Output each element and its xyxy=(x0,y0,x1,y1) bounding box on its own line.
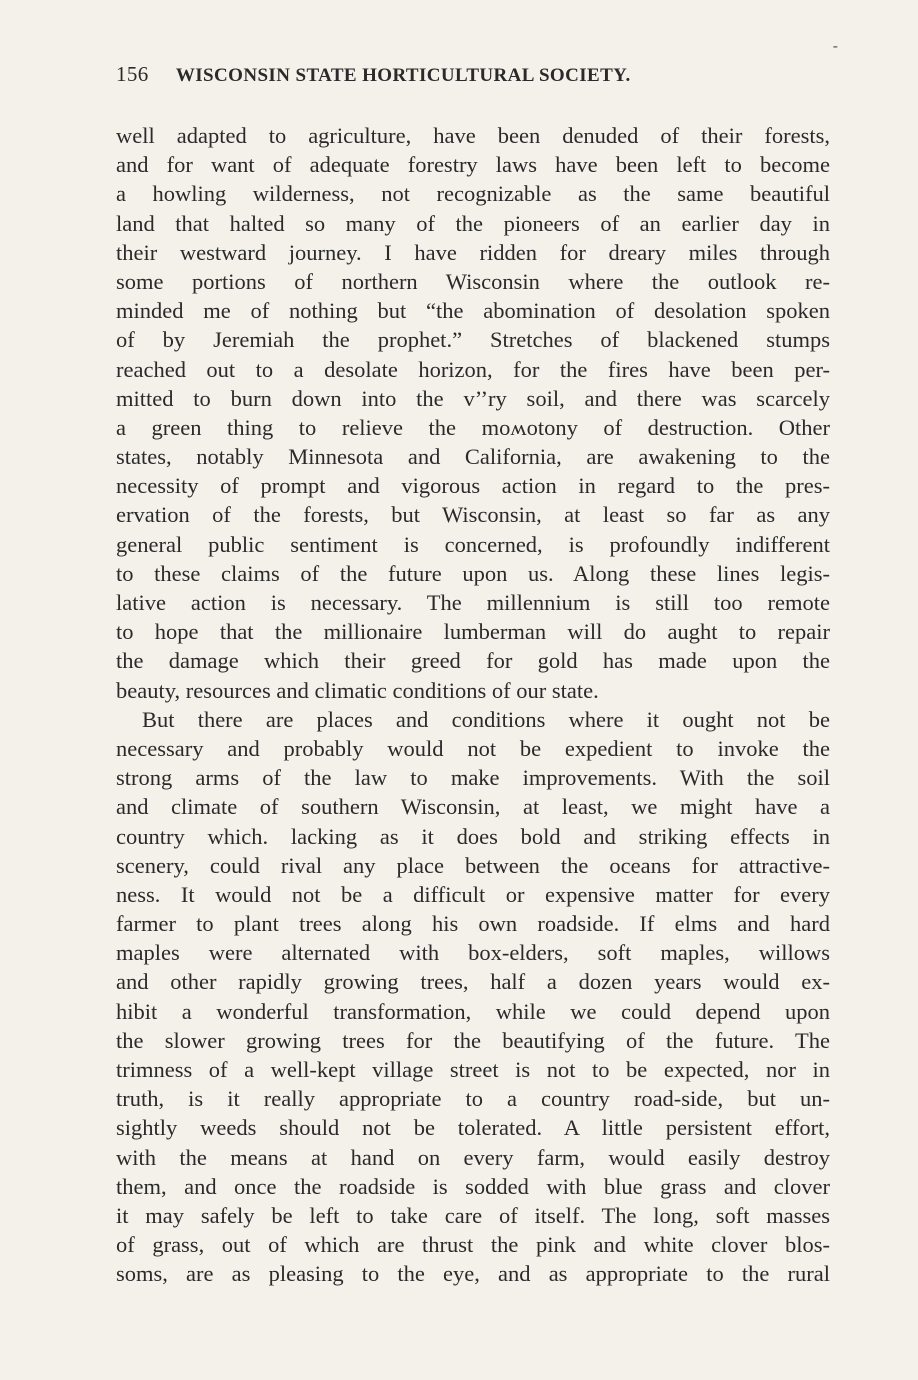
text-line: lative action is necessary. The millennium is still too remote xyxy=(116,590,830,615)
text-line: some portions of northern Wisconsin where the outlook re- xyxy=(116,268,830,294)
text-line: and climate of southern Wisconsin, at least, we might have a xyxy=(116,794,830,820)
text-line: sightly weeds should not be tolerated. A little persistent effort, xyxy=(116,1115,830,1141)
text-line: maples were alternated with box-elders, soft maples, willows xyxy=(116,940,830,966)
text-line: a howling wilderness, not recognizable as the same beautiful xyxy=(116,181,830,207)
text-line: truth, is it really appropriate to a country road-side, but un- xyxy=(116,1086,830,1112)
running-title: WISCONSIN STATE HORTICULTURAL SOCIETY. xyxy=(175,65,631,86)
text-line: the slower growing trees for the beautifying of the future. The xyxy=(116,1027,830,1053)
text-line: land that halted so many of the pioneers of an earlier day in xyxy=(116,210,830,236)
text-line: ness. It would not be a difficult or expensive matter for every xyxy=(116,881,830,907)
text-line: them, and once the roadside is sodded with blue grass and clover xyxy=(116,1173,830,1199)
text-line: soms, are as pleasing to the eye, and as appropriate to the rural xyxy=(116,1261,830,1287)
page-number: 156 xyxy=(116,62,149,86)
corner-mark: - xyxy=(832,36,838,55)
text-line: and for want of adequate forestry laws have been left to become xyxy=(116,152,830,178)
text-line: farmer to plant trees along his own roadside. If elms and hard xyxy=(116,911,830,937)
text-line: states, notably Minnesota and California, are awakening to the xyxy=(116,444,830,470)
text-line: and other rapidly growing trees, half a dozen years would ex- xyxy=(116,969,830,995)
text-line: ervation of the forests, but Wisconsin, at least so far as any xyxy=(116,502,830,528)
text-line: mitted to burn down into the v’’ry soil, and there was scarcely xyxy=(116,385,830,411)
text-line: hibit a wonderful transformation, while we could depend upon xyxy=(116,998,830,1024)
running-head xyxy=(116,62,806,87)
text-line: necessary and probably would not be expedient to invoke the xyxy=(116,735,830,761)
text-line: country which. lacking as it does bold and striking effects in xyxy=(116,823,830,849)
text-line: a green thing to relieve the moʍotony of destruction. Other xyxy=(116,414,830,440)
text-line: trimness of a well-kept village street is not to be expected, nor in xyxy=(116,1057,830,1082)
paragraph-1 xyxy=(116,121,830,705)
text-line: minded me of nothing but “the abomination of desolation spoken xyxy=(116,298,830,324)
text-line: to hope that the millionaire lumberman will do aught to repair xyxy=(116,619,830,645)
text-line: reached out to a desolate horizon, for the fires have been per- xyxy=(116,356,830,382)
text-line: scenery, could rival any place between the oceans for attractive- xyxy=(116,852,830,878)
text-line: well adapted to agriculture, have been denuded of their forests, xyxy=(116,123,830,148)
text-line: their westward journey. I have ridden for dreary miles through xyxy=(116,239,830,265)
text-line: to these claims of the future upon us. Along these lines legis- xyxy=(116,560,830,586)
text-line: of grass, out of which are thrust the pink and white clover blos- xyxy=(116,1232,830,1258)
text-line: the damage which their greed for gold has made upon the xyxy=(116,648,830,674)
text-line: But there are places and conditions where it ought not be xyxy=(142,706,830,732)
text-line: strong arms of the law to make improvements. With the soil xyxy=(116,765,830,791)
text-line: with the means at hand on every farm, would easily destroy xyxy=(116,1144,830,1170)
paragraph-2 xyxy=(116,705,830,1289)
text-line: of by Jeremiah the prophet.” Stretches of blackened stumps xyxy=(116,327,830,353)
text-line: general public sentiment is concerned, is profoundly indifferent xyxy=(116,531,830,557)
body-text xyxy=(116,121,830,1289)
text-line: beauty, resources and climatic conditions of our state. xyxy=(116,677,599,703)
text-line: it may safely be left to take care of itself. The long, soft masses xyxy=(116,1202,830,1228)
text-line: necessity of prompt and vigorous action in regard to the pres- xyxy=(116,473,830,499)
